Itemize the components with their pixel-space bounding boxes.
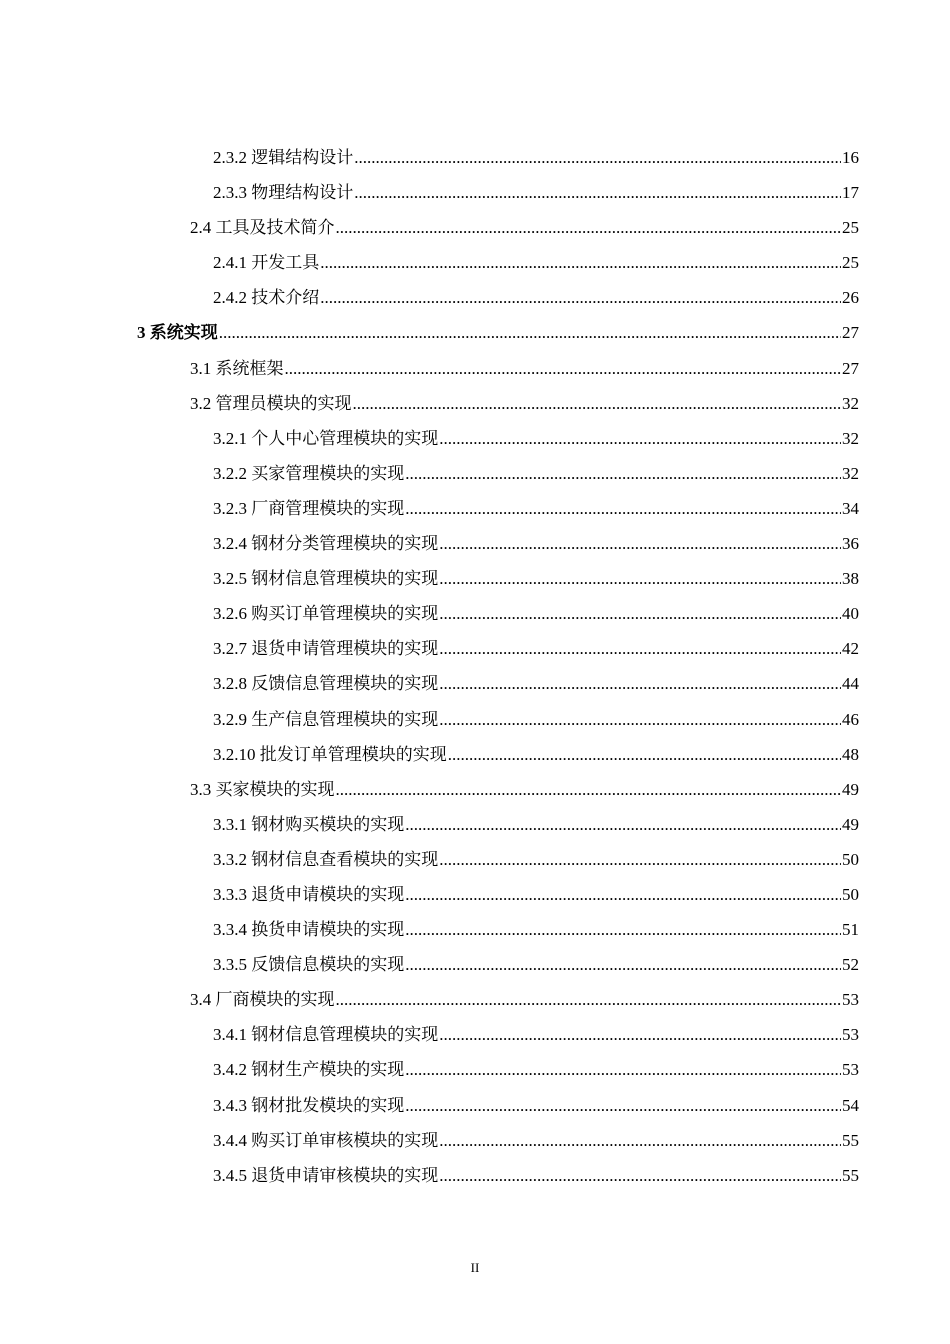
toc-entry-page: 17 <box>842 183 859 203</box>
toc-entry-title: 3.2.10 批发订单管理模块的实现 <box>213 744 447 764</box>
toc-entry-page: 55 <box>842 1165 859 1185</box>
toc-dot-leader <box>439 666 841 701</box>
toc-entry-page: 27 <box>842 323 859 343</box>
toc-entry-title: 2.4 工具及技术简介 <box>190 218 335 238</box>
toc-entry-title: 3.4.4 购买订单审核模块的实现 <box>213 1130 439 1150</box>
toc-entry[interactable] <box>0 982 950 1017</box>
toc-entry[interactable] <box>0 351 950 386</box>
toc-dot-leader <box>448 737 841 772</box>
toc-dot-leader <box>354 140 841 175</box>
toc-entry[interactable] <box>0 877 950 912</box>
toc-entry-title: 2.4.1 开发工具 <box>213 253 320 273</box>
toc-entry-title: 3.3.4 换货申请模块的实现 <box>213 920 405 940</box>
toc-entry[interactable] <box>0 1088 950 1123</box>
toc-entry-page: 40 <box>842 604 859 624</box>
toc-entry-page: 32 <box>842 393 859 413</box>
toc-dot-leader <box>439 1017 841 1052</box>
toc-entry-page: 36 <box>842 534 859 554</box>
toc-dot-leader <box>405 877 841 912</box>
page-number: II <box>470 1260 480 1275</box>
toc-entry[interactable] <box>0 842 950 877</box>
toc-dot-leader <box>353 386 842 421</box>
toc-dot-leader <box>336 210 842 245</box>
toc-entry-page: 52 <box>842 955 859 975</box>
toc-dot-leader <box>439 526 841 561</box>
toc-entry[interactable] <box>0 807 950 842</box>
toc-dot-leader <box>405 1052 841 1087</box>
toc-entry-title: 3.1 系统框架 <box>190 358 284 378</box>
toc-entry-title: 3 系统实现 <box>137 323 218 343</box>
toc-entry-page: 25 <box>842 218 859 238</box>
toc-entry-page: 32 <box>842 463 859 483</box>
toc-dot-leader <box>405 807 841 842</box>
toc-entry-page: 44 <box>842 674 859 694</box>
toc-entry-page: 42 <box>842 639 859 659</box>
toc-entry-title: 3.2.5 钢材信息管理模块的实现 <box>213 569 439 589</box>
toc-entry-title: 3.4.5 退货申请审核模块的实现 <box>213 1165 439 1185</box>
toc-entry[interactable] <box>0 456 950 491</box>
toc-entry-title: 3.4.2 钢材生产模块的实现 <box>213 1060 405 1080</box>
toc-dot-leader <box>439 702 841 737</box>
toc-entry[interactable] <box>0 175 950 210</box>
toc-entry-page: 51 <box>842 920 859 940</box>
toc-entry[interactable] <box>0 526 950 561</box>
toc-entry-title: 3.4.3 钢材批发模块的实现 <box>213 1095 405 1115</box>
toc-entry-title: 3.4.1 钢材信息管理模块的实现 <box>213 1025 439 1045</box>
toc-entry-page: 32 <box>842 428 859 448</box>
toc-entry-title: 3.2.1 个人中心管理模块的实现 <box>213 428 439 448</box>
toc-entry[interactable] <box>0 245 950 280</box>
toc-entry-title: 3.4 厂商模块的实现 <box>190 990 335 1010</box>
toc-entry-page: 48 <box>842 744 859 764</box>
toc-entry[interactable] <box>0 1123 950 1158</box>
toc-entry-title: 2.4.2 技术介绍 <box>213 288 320 308</box>
toc-entry[interactable] <box>0 491 950 526</box>
toc-entry[interactable] <box>0 1052 950 1087</box>
toc-dot-leader <box>439 631 841 666</box>
toc-entry-page: 53 <box>842 1025 859 1045</box>
toc-entry-page: 50 <box>842 849 859 869</box>
toc-entry-title: 3.2.7 退货申请管理模块的实现 <box>213 639 439 659</box>
toc-entry-title: 3.2.2 买家管理模块的实现 <box>213 463 405 483</box>
toc-entry-title: 2.3.2 逻辑结构设计 <box>213 148 354 167</box>
toc-dot-leader <box>405 491 841 526</box>
toc-dot-leader <box>439 1123 841 1158</box>
toc-dot-leader <box>439 1158 841 1193</box>
toc-dot-leader <box>405 912 841 947</box>
toc-entry[interactable] <box>0 421 950 456</box>
toc-entry-title: 2.3.3 物理结构设计 <box>213 183 354 203</box>
toc-entry-page: 46 <box>842 709 859 729</box>
toc-entry[interactable] <box>0 280 950 315</box>
toc-entry[interactable] <box>0 210 950 245</box>
toc-entry[interactable] <box>0 140 950 175</box>
toc-entry[interactable] <box>0 737 950 772</box>
toc-entry-title: 3.3.5 反馈信息模块的实现 <box>213 955 405 975</box>
toc-entry-page: 25 <box>842 253 859 273</box>
toc-dot-leader <box>336 982 842 1017</box>
toc-entry[interactable] <box>0 947 950 982</box>
toc-dot-leader <box>439 561 841 596</box>
toc-entry[interactable] <box>0 631 950 666</box>
toc-entry[interactable] <box>0 912 950 947</box>
toc-entry[interactable] <box>0 1158 950 1193</box>
toc-dot-leader <box>439 842 841 877</box>
toc-entry-title: 3.2.3 厂商管理模块的实现 <box>213 498 405 518</box>
toc-chapter-entry[interactable] <box>0 315 950 350</box>
toc-dot-leader <box>285 351 842 386</box>
toc-entry-title: 3.2.8 反馈信息管理模块的实现 <box>213 674 439 694</box>
toc-dot-leader <box>439 596 841 631</box>
toc-entry-title: 3.2 管理员模块的实现 <box>190 393 352 413</box>
toc-entry-title: 3.2.4 钢材分类管理模块的实现 <box>213 534 439 554</box>
toc-entry-title: 3.2.6 购买订单管理模块的实现 <box>213 604 439 624</box>
toc-dot-leader <box>219 315 841 350</box>
toc-entry-page: 55 <box>842 1130 859 1150</box>
toc-dot-leader <box>320 245 841 280</box>
toc-entry-title: 3.3.1 钢材购买模块的实现 <box>213 814 405 834</box>
toc-entry[interactable] <box>0 666 950 701</box>
toc-dot-leader <box>405 1088 841 1123</box>
toc-entry-page: 26 <box>842 288 859 308</box>
toc-entry-page: 53 <box>842 1060 859 1080</box>
toc-entry-page: 27 <box>842 358 859 378</box>
toc-dot-leader <box>336 772 842 807</box>
page-footer <box>0 1260 950 1276</box>
toc-entry[interactable] <box>0 772 950 807</box>
toc-entry-page: 54 <box>842 1095 859 1115</box>
toc-entry-page: 49 <box>842 779 859 799</box>
toc-dot-leader <box>439 421 841 456</box>
toc-dot-leader <box>405 456 841 491</box>
toc-entry-title: 3.3.2 钢材信息查看模块的实现 <box>213 849 439 869</box>
toc-entry-title: 3.3 买家模块的实现 <box>190 779 335 799</box>
toc-entry[interactable] <box>0 1017 950 1052</box>
toc-entry-title: 3.3.3 退货申请模块的实现 <box>213 884 405 904</box>
toc-entry[interactable] <box>0 561 950 596</box>
toc-dot-leader <box>354 175 841 210</box>
toc-entry-page: 50 <box>842 884 859 904</box>
toc-entry-page: 49 <box>842 814 859 834</box>
toc-entry[interactable] <box>0 386 950 421</box>
table-of-contents <box>0 140 950 1193</box>
toc-entry-page: 38 <box>842 569 859 589</box>
toc-entry[interactable] <box>0 596 950 631</box>
toc-entry-page: 53 <box>842 990 859 1010</box>
toc-dot-leader <box>320 280 841 315</box>
toc-entry-page: 34 <box>842 498 859 518</box>
toc-entry[interactable] <box>0 702 950 737</box>
toc-entry-page: 16 <box>842 148 859 167</box>
toc-entry-title: 3.2.9 生产信息管理模块的实现 <box>213 709 439 729</box>
toc-dot-leader <box>405 947 841 982</box>
